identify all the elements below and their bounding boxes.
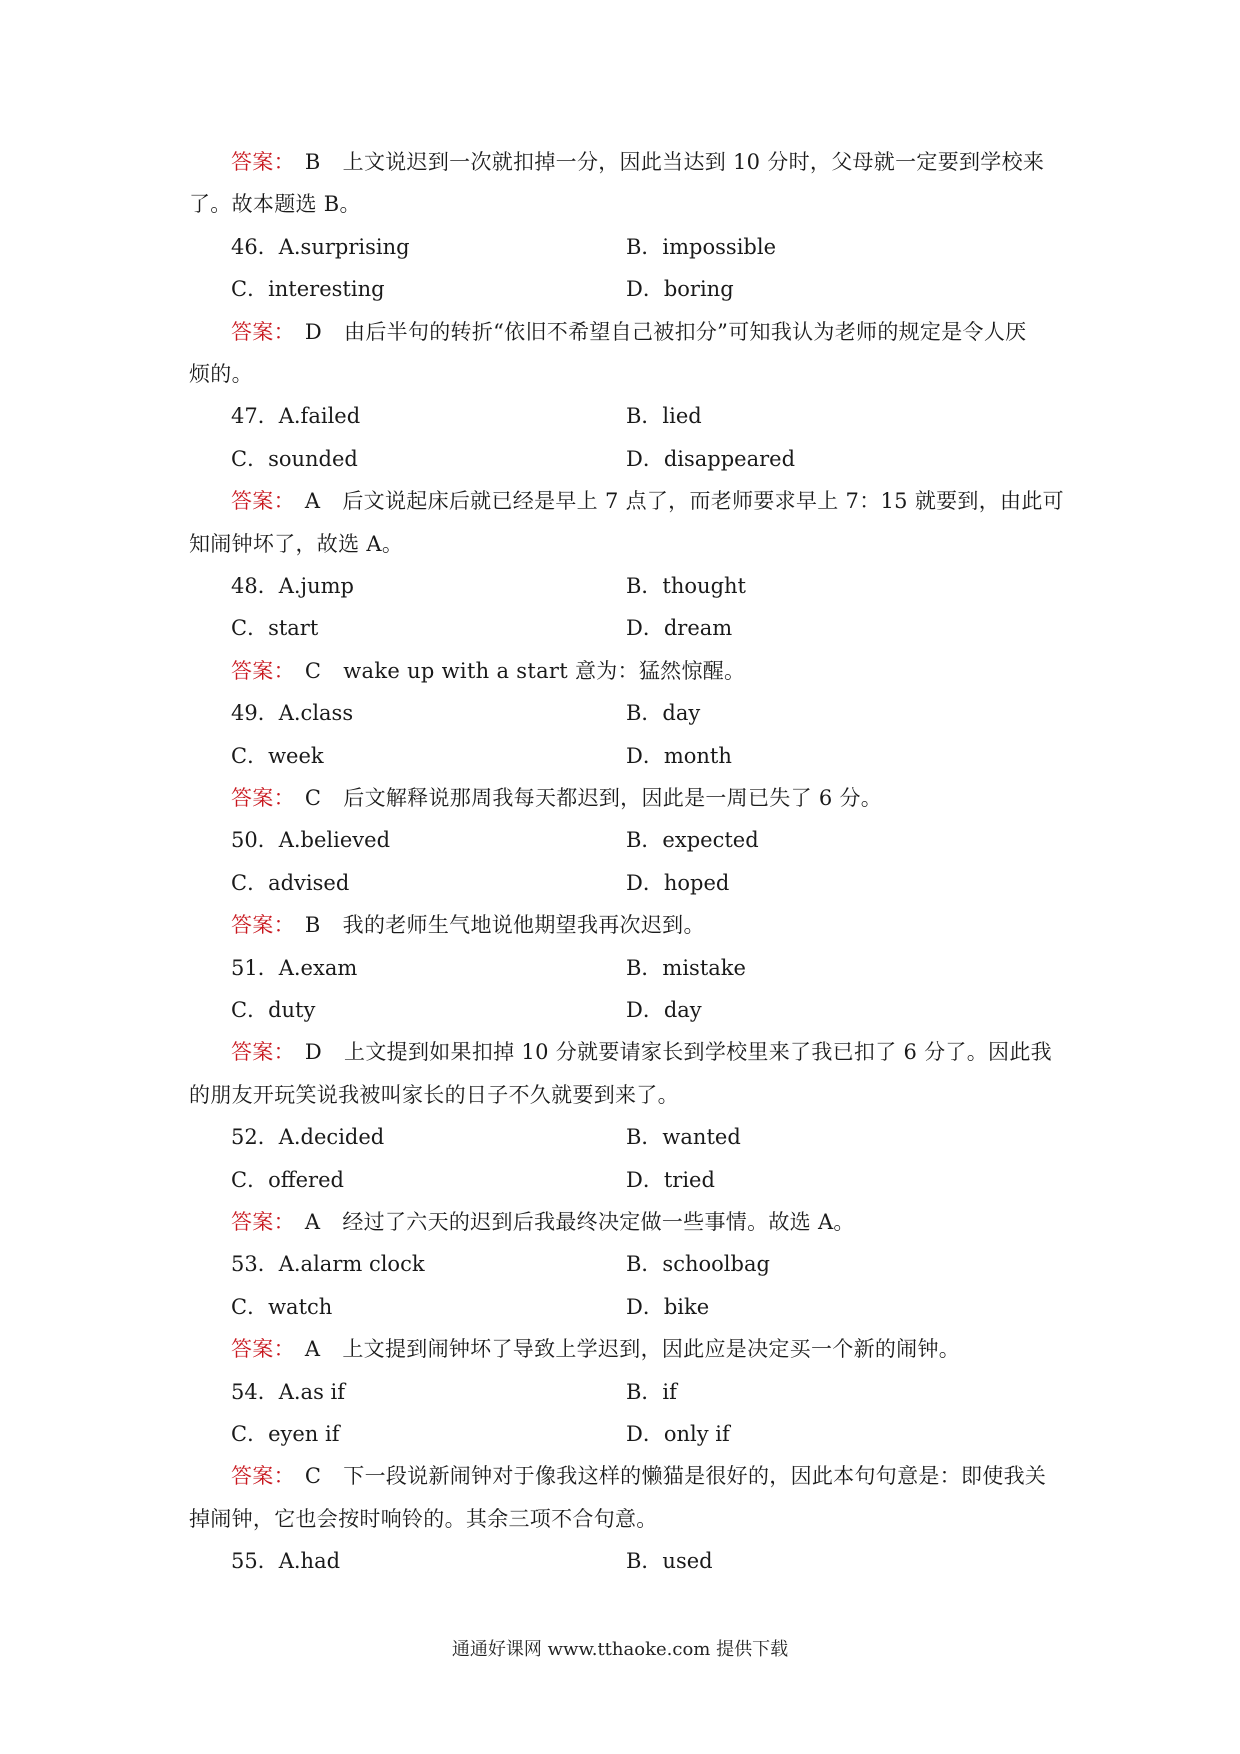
answer-line: [231, 1037, 1052, 1067]
answer-label: 答案：: [231, 1040, 295, 1065]
answer-key: D: [304, 319, 323, 344]
option-right: D．hoped: [626, 870, 730, 895]
option-right: B．used: [626, 1549, 713, 1574]
option-left: C．start: [231, 616, 319, 641]
option-right: D．dream: [626, 616, 733, 641]
answer-label: 答案：: [231, 658, 295, 683]
answer-label: 答案：: [231, 150, 295, 174]
answer-explanation: wake up with a start 意为：猛然惊醒。: [343, 658, 746, 683]
option-left: C．watch: [231, 1294, 333, 1319]
answer-explanation: 经过了六天的迟到后我最终决定做一些事情。故选 A。: [342, 1210, 855, 1234]
option-right: B．schoolbag: [626, 1252, 770, 1277]
answer-line: [231, 1461, 1046, 1491]
option-left: C．sounded: [231, 446, 358, 471]
answer-line: [231, 910, 705, 940]
answer-label: 答案：: [231, 1210, 295, 1234]
option-right: D．only if: [626, 1422, 730, 1446]
option-left: 52．A.decided: [231, 1125, 385, 1150]
option-right: D．disappeared: [626, 446, 796, 471]
answer-line: [231, 656, 745, 686]
answer-continuation: 知闹钟坏了，故选 A。: [189, 531, 404, 556]
answer-line: [231, 1334, 960, 1364]
answer-continuation: 烦的。: [189, 362, 253, 386]
answer-explanation: 后文说起床后就已经是早上 7 点了，而老师要求早上 7：15 就要到，由此可: [342, 489, 1064, 514]
option-right: D．day: [626, 998, 702, 1022]
option-right: D．bike: [626, 1294, 710, 1319]
answer-key: A: [304, 489, 321, 514]
answer-label: 答案：: [231, 489, 295, 514]
answer-line: [231, 147, 1044, 177]
option-right: D．boring: [626, 277, 734, 302]
answer-explanation: 上文提到闹钟坏了导致上学迟到，因此应是决定买一个新的闹钟。: [342, 1337, 961, 1362]
option-left: C．offered: [231, 1167, 344, 1192]
option-right: B．thought: [626, 574, 746, 598]
option-left: 49．A.class: [231, 701, 354, 726]
answer-explanation: 下一段说新闹钟对于像我这样的懒猫是很好的，因此本句句意是：即使我关: [343, 1464, 1047, 1489]
option-left: C．advised: [231, 870, 350, 895]
answer-label: 答案：: [231, 786, 295, 810]
option-left: 50．A.believed: [231, 828, 391, 853]
option-right: B．mistake: [626, 955, 746, 980]
answer-continuation: 的朋友开玩笑说我被叫家长的日子不久就要到来了。: [189, 1082, 679, 1107]
answer-continuation: 掉闹钟，它也会按时响铃的。其余三项不合句意。: [189, 1506, 658, 1531]
answer-explanation: 后文解释说那周我每天都迟到，因此是一周已失了 6 分。: [343, 786, 883, 810]
answer-key: A: [304, 1337, 321, 1362]
option-left: C．interesting: [231, 277, 385, 302]
answer-line: [231, 783, 882, 813]
option-right: B．lied: [626, 404, 702, 429]
option-right: D．tried: [626, 1167, 715, 1192]
answer-label: 答案：: [231, 319, 295, 344]
page-footer: 通通好课网 www.tthaoke.com 提供下载: [451, 1639, 789, 1660]
answer-key: A: [304, 1210, 321, 1234]
answer-key: B: [304, 913, 321, 938]
option-right: B．day: [626, 701, 701, 726]
answer-key: D: [304, 1040, 323, 1065]
answer-key: B: [304, 150, 321, 174]
option-right: B．expected: [626, 828, 759, 853]
option-left: 53．A.alarm clock: [231, 1252, 425, 1277]
answer-explanation: 上文提到如果扣掉 10 分就要请家长到学校里来了我已扣了 6 分了。因此我: [344, 1040, 1052, 1065]
answer-key: C: [304, 1464, 322, 1489]
option-left: C．duty: [231, 998, 316, 1022]
option-left: C．week: [231, 743, 324, 768]
option-left: C．eyen if: [231, 1422, 340, 1446]
answer-label: 答案：: [231, 1337, 295, 1362]
option-left: 55．A.had: [231, 1549, 341, 1574]
answer-label: 答案：: [231, 1464, 295, 1489]
answer-line: [231, 317, 1026, 347]
answer-line: [231, 1207, 855, 1237]
answer-line: [231, 486, 1064, 516]
option-left: 54．A.as if: [231, 1379, 346, 1404]
answer-label: 答案：: [231, 913, 295, 938]
answer-explanation: 由后半句的转折“依旧不希望自己被扣分”可知我认为老师的规定是令人厌: [344, 319, 1027, 344]
option-right: B．if: [626, 1379, 677, 1404]
option-left: 48．A.jump: [231, 574, 354, 598]
option-right: B．wanted: [626, 1125, 741, 1150]
answer-key: C: [304, 786, 322, 810]
option-left: 51．A.exam: [231, 955, 358, 980]
option-left: 47．A.failed: [231, 404, 361, 429]
option-right: B．impossible: [626, 234, 777, 259]
option-left: 46．A.surprising: [231, 234, 410, 259]
answer-explanation: 我的老师生气地说他期望我再次迟到。: [342, 913, 705, 938]
answer-continuation: 了。故本题选 B。: [189, 192, 361, 217]
answer-key: C: [304, 658, 322, 683]
option-right: D．month: [626, 743, 732, 768]
answer-explanation: 上文说迟到一次就扣掉一分，因此当达到 10 分时，父母就一定要到学校来: [342, 150, 1045, 174]
